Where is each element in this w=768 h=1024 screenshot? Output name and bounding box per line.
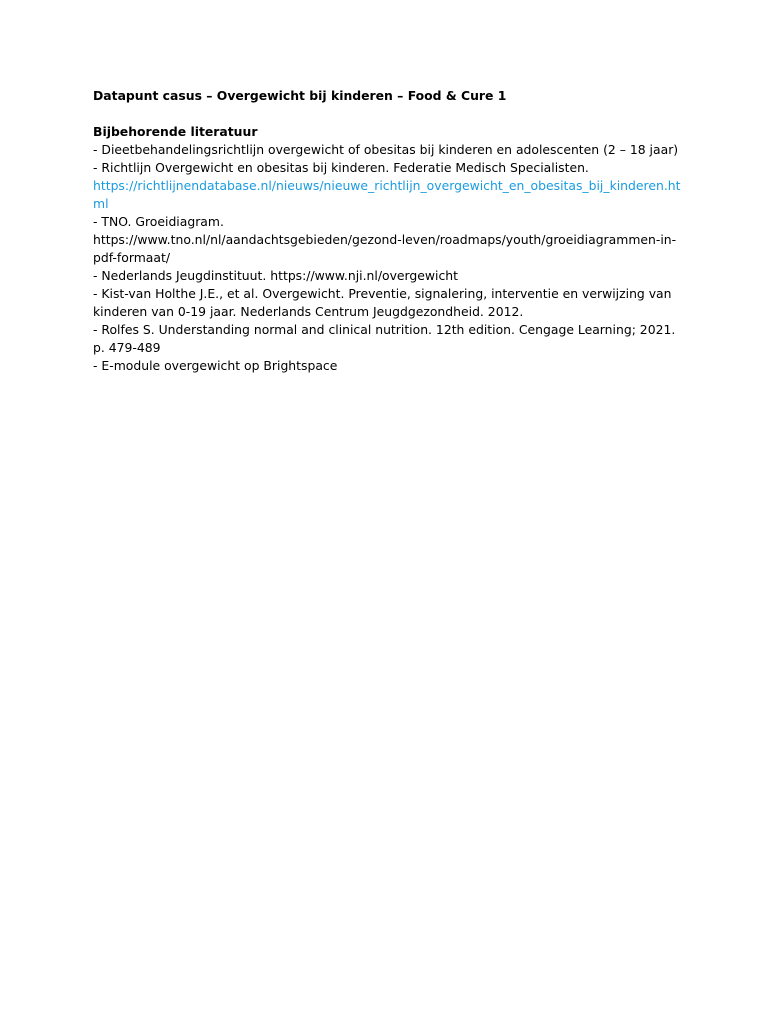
richtlijnendatabase-link[interactable]: https://richtlijnendatabase.nl/nieuws/nieuwe_richtlijn_overgewicht_en_obesitas_bij_kinderen.html (93, 178, 681, 211)
spacer (93, 105, 683, 123)
reference-nji: - Nederlands Jeugdinstituut. https://www.nji.nl/overgewicht (93, 268, 459, 283)
reference-e-module: - E-module overgewicht op Brightspace (93, 358, 338, 373)
document-content (93, 87, 683, 375)
reference-richtlijn-fms: - Richtlijn Overgewicht en obesitas bij kinderen. Federatie Medisch Specialisten. (93, 160, 589, 175)
reference-tno: - TNO. Groeidiagram. (93, 214, 224, 229)
section-heading: Bijbehorende literatuur (93, 124, 258, 139)
reference-kist-van-holthe: - Kist-van Holthe J.E., et al. Overgewicht. Preventie, signalering, interventie en verwijzing van kinderen van 0-19 jaar. Nederlands Centrum Jeugdgezondheid. 2012. (93, 286, 672, 319)
reference-richtlijn-fms-url-line (93, 177, 683, 213)
document-title: Datapunt casus – Overgewicht bij kinderen – Food & Cure 1 (93, 88, 507, 103)
reference-dieetbehandelingsrichtlijn: - Dieetbehandelingsrichtlijn overgewicht of obesitas bij kinderen en adolescenten (2 – 18 jaar) (93, 142, 679, 157)
reference-tno-url: https://www.tno.nl/nl/aandachtsgebieden/gezond-leven/roadmaps/youth/groeidiagrammen-in-pdf-formaat/ (93, 232, 677, 265)
reference-rolfes: - Rolfes S. Understanding normal and clinical nutrition. 12th edition. Cengage Learning; 2021. p. 479-489 (93, 322, 676, 355)
